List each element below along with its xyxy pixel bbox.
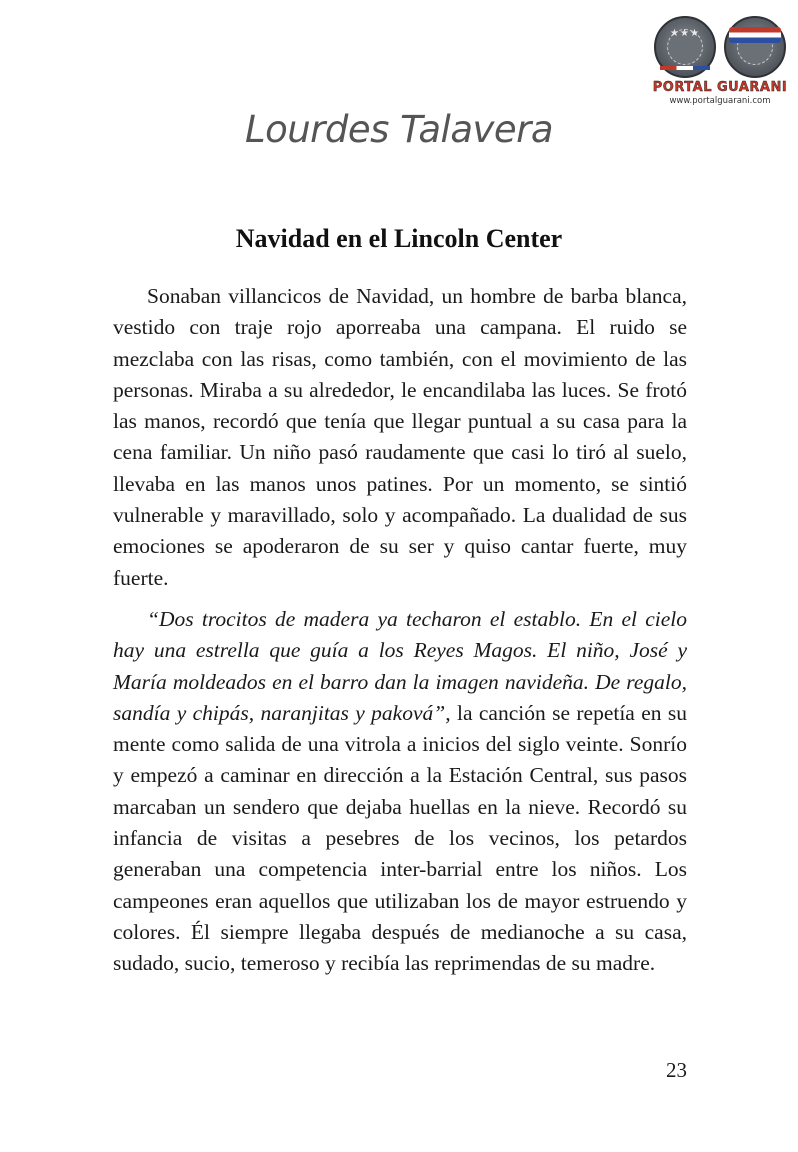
story-body bbox=[113, 281, 687, 980]
author-header: Lourdes Talavera bbox=[244, 108, 554, 151]
logo-name: PORTAL GUARANI bbox=[652, 80, 788, 95]
carol-quote: “Dos trocitos de madera ya techaron el establo. En el cielo hay una estrella que guía a los Reyes Magos. El niño, José y María moldeados en el barro dan la imagen navideña. De regalo, sandía y chipás, naranjitas y paková”, bbox=[113, 606, 687, 725]
paragraph-2-rest: la canción se repetía en su mente como salida de una vitrola a inicios del siglo veinte. Sonrío y empezó a caminar en dirección a la Estación Central, sus pasos marcaban un sendero que dejaba huellas en la nieve. Recordó su infancia de visitas a pesebres de los vecinos, los petardos generaban una competencia inter-barrial entre los niños. Los campeones eran aquellos que utilizaban los de mayor estruendo y colores. Él siempre llegaba después de medianoche a su casa, sudado, sucio, temeroso y recibía las reprimendas de su madre. bbox=[113, 700, 687, 976]
paragraph-2 bbox=[113, 604, 687, 980]
republic-seal-icon: ★★★ bbox=[654, 16, 716, 78]
logo-url: www.portalguarani.com bbox=[669, 96, 771, 106]
story-title: Navidad en el Lincoln Center bbox=[235, 224, 563, 253]
paraguay-seal-icon bbox=[724, 16, 786, 78]
page-number: 23 bbox=[666, 1058, 687, 1082]
paragraph-1: Sonaban villancicos de Navidad, un hombre de barba blanca, vestido con traje rojo aporreaba una campana. El ruido se mezclaba con las risas, como también, con el movimiento de las personas. Miraba a su alrededor, le encandilaba las luces. Se frotó las manos, recordó que tenía que llegar puntual a su casa para la cena familiar. Un niño pasó raudamente que casi lo tiró al suelo, llevaba en las manos unos patines. Por un momento, se sintió vulnerable y maravillado, solo y acompañado. La dualidad de sus emociones se apoderaron de su ser y quiso cantar fuerte, muy fuerte. bbox=[113, 284, 687, 590]
portal-guarani-logo bbox=[648, 14, 792, 110]
